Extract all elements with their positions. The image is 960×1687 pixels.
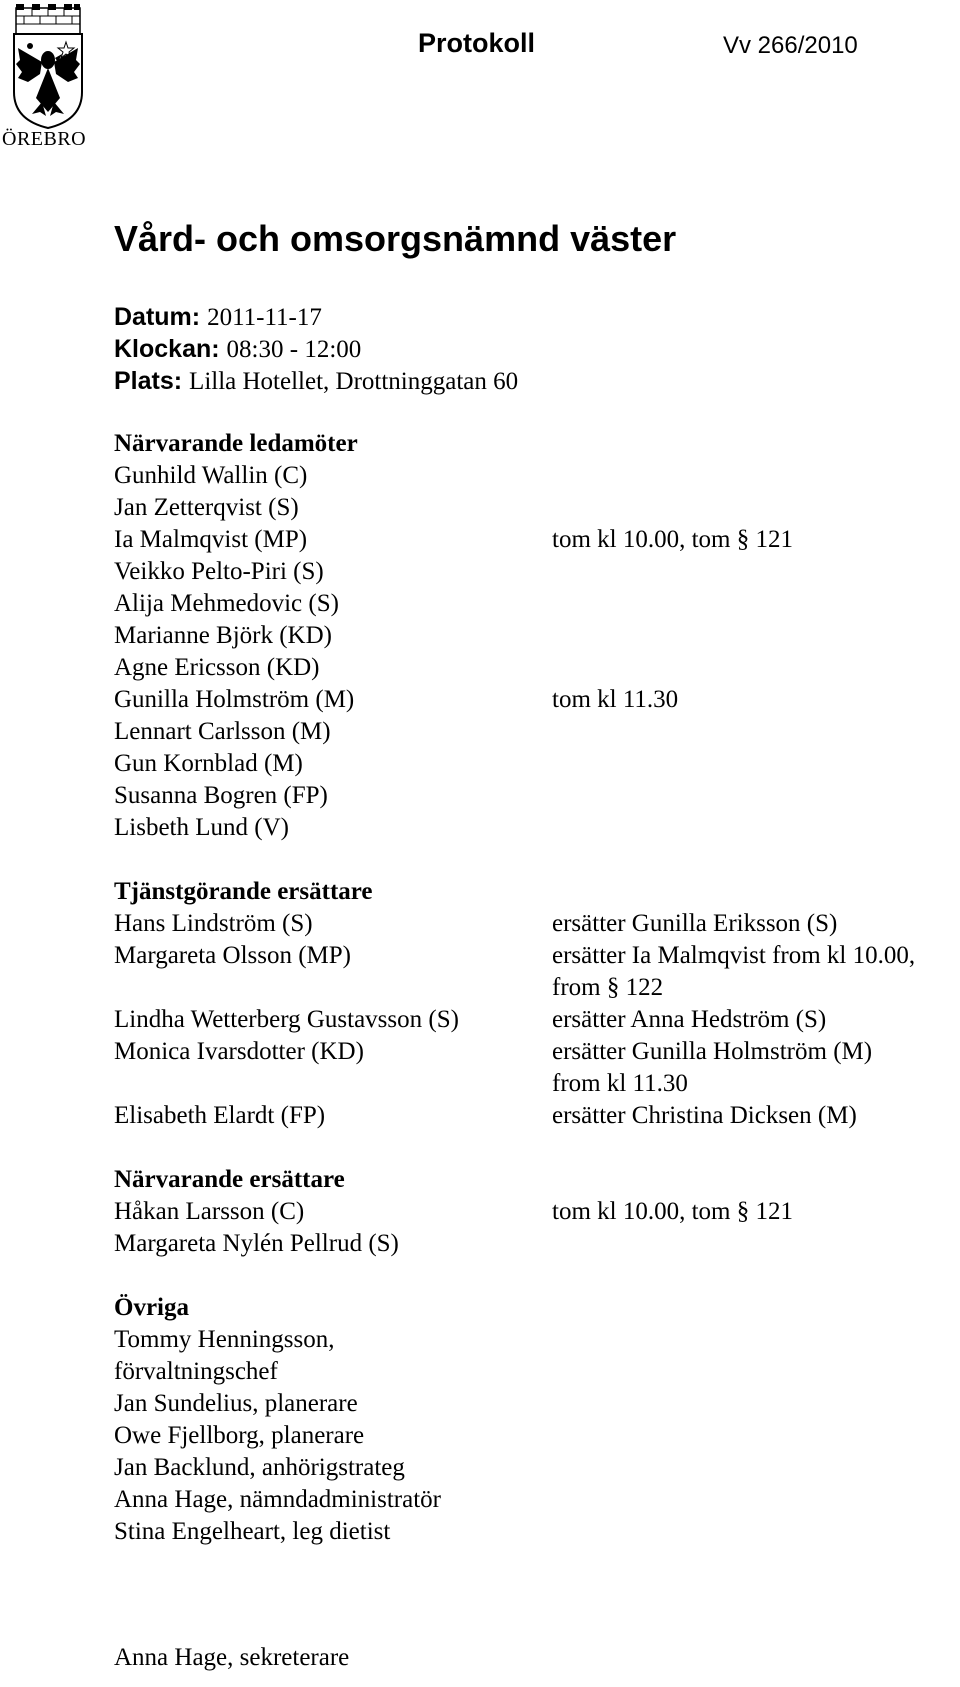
substitute-note: ersätter Gunilla Eriksson (S) bbox=[552, 910, 838, 937]
orebro-coat-of-arms-logo bbox=[2, 2, 96, 152]
member-name: Susanna Bogren (FP) bbox=[114, 782, 328, 809]
place-value: Lilla Hotellet, Drottninggatan 60 bbox=[189, 368, 519, 395]
member-name: Alija Mehmedovic (S) bbox=[114, 590, 339, 617]
member-name: Gun Kornblad (M) bbox=[114, 750, 303, 777]
meta-place bbox=[114, 367, 518, 396]
substitute-name: Margareta Olsson (MP) bbox=[114, 942, 351, 969]
case-number: Vv 266/2010 bbox=[723, 32, 858, 59]
substitute-name: Lindha Wetterberg Gustavsson (S) bbox=[114, 1006, 459, 1033]
document-type-title: Protokoll bbox=[418, 28, 536, 58]
other-attendee: Owe Fjellborg, planerare bbox=[114, 1422, 365, 1449]
time-label: Klockan: bbox=[114, 335, 220, 363]
other-attendee: Stina Engelheart, leg dietist bbox=[114, 1518, 391, 1545]
member-name: Lisbeth Lund (V) bbox=[114, 814, 289, 841]
meta-date bbox=[114, 303, 322, 332]
other-attendee: förvaltningschef bbox=[114, 1358, 278, 1385]
time-value: 08:30 - 12:00 bbox=[226, 336, 362, 363]
substitute-note: ersätter Gunilla Holmström (M) bbox=[552, 1038, 873, 1065]
other-attendee: Tommy Henningsson, bbox=[114, 1326, 335, 1353]
member-name: Lennart Carlsson (M) bbox=[114, 718, 331, 745]
substitute-name: Hans Lindström (S) bbox=[114, 910, 313, 937]
secretary: Anna Hage, sekreterare bbox=[114, 1644, 350, 1671]
member-note: tom kl 10.00, tom § 121 bbox=[552, 526, 793, 553]
substitute-note: ersätter Anna Hedström (S) bbox=[552, 1006, 827, 1033]
substitute-note: ersätter Christina Dicksen (M) bbox=[552, 1102, 857, 1129]
present-substitute-name: Margareta Nylén Pellrud (S) bbox=[114, 1230, 399, 1257]
other-attendee: Jan Sundelius, planerare bbox=[114, 1390, 358, 1417]
substitute-name: Elisabeth Elardt (FP) bbox=[114, 1102, 326, 1129]
member-name: Gunhild Wallin (C) bbox=[114, 462, 308, 489]
others-heading: Övriga bbox=[114, 1294, 189, 1321]
member-name: Agne Ericsson (KD) bbox=[114, 654, 320, 681]
member-name: Ia Malmqvist (MP) bbox=[114, 526, 308, 553]
member-note: tom kl 11.30 bbox=[552, 686, 679, 713]
present-substitutes-heading: Närvarande ersättare bbox=[114, 1166, 345, 1193]
other-attendee: Anna Hage, nämndadministratör bbox=[114, 1486, 441, 1513]
substitute-note: ersätter Ia Malmqvist from kl 10.00, bbox=[552, 942, 916, 969]
substitute-name: Monica Ivarsdotter (KD) bbox=[114, 1038, 364, 1065]
meta-time bbox=[114, 335, 361, 364]
member-name: Veikko Pelto-Piri (S) bbox=[114, 558, 324, 585]
present-substitute-note: tom kl 10.00, tom § 121 bbox=[552, 1198, 793, 1225]
present-members-heading: Närvarande ledamöter bbox=[114, 430, 358, 457]
substitute-note-continued: from kl 11.30 bbox=[552, 1070, 688, 1097]
substitute-note-continued: from § 122 bbox=[552, 974, 664, 1001]
other-attendee: Jan Backlund, anhörigstrateg bbox=[114, 1454, 405, 1481]
serving-substitutes-heading: Tjänstgörande ersättare bbox=[114, 878, 373, 905]
present-substitute-name: Håkan Larsson (C) bbox=[114, 1198, 305, 1225]
member-name: Gunilla Holmström (M) bbox=[114, 686, 355, 713]
date-label: Datum: bbox=[114, 303, 201, 331]
place-label: Plats: bbox=[114, 367, 183, 395]
page-title: Vård- och omsorgsnämnd väster bbox=[114, 218, 677, 259]
member-name: Marianne Björk (KD) bbox=[114, 622, 332, 649]
member-name: Jan Zetterqvist (S) bbox=[114, 494, 299, 521]
date-value: 2011-11-17 bbox=[207, 304, 322, 331]
logo-text: ÖREBRO bbox=[2, 128, 87, 150]
